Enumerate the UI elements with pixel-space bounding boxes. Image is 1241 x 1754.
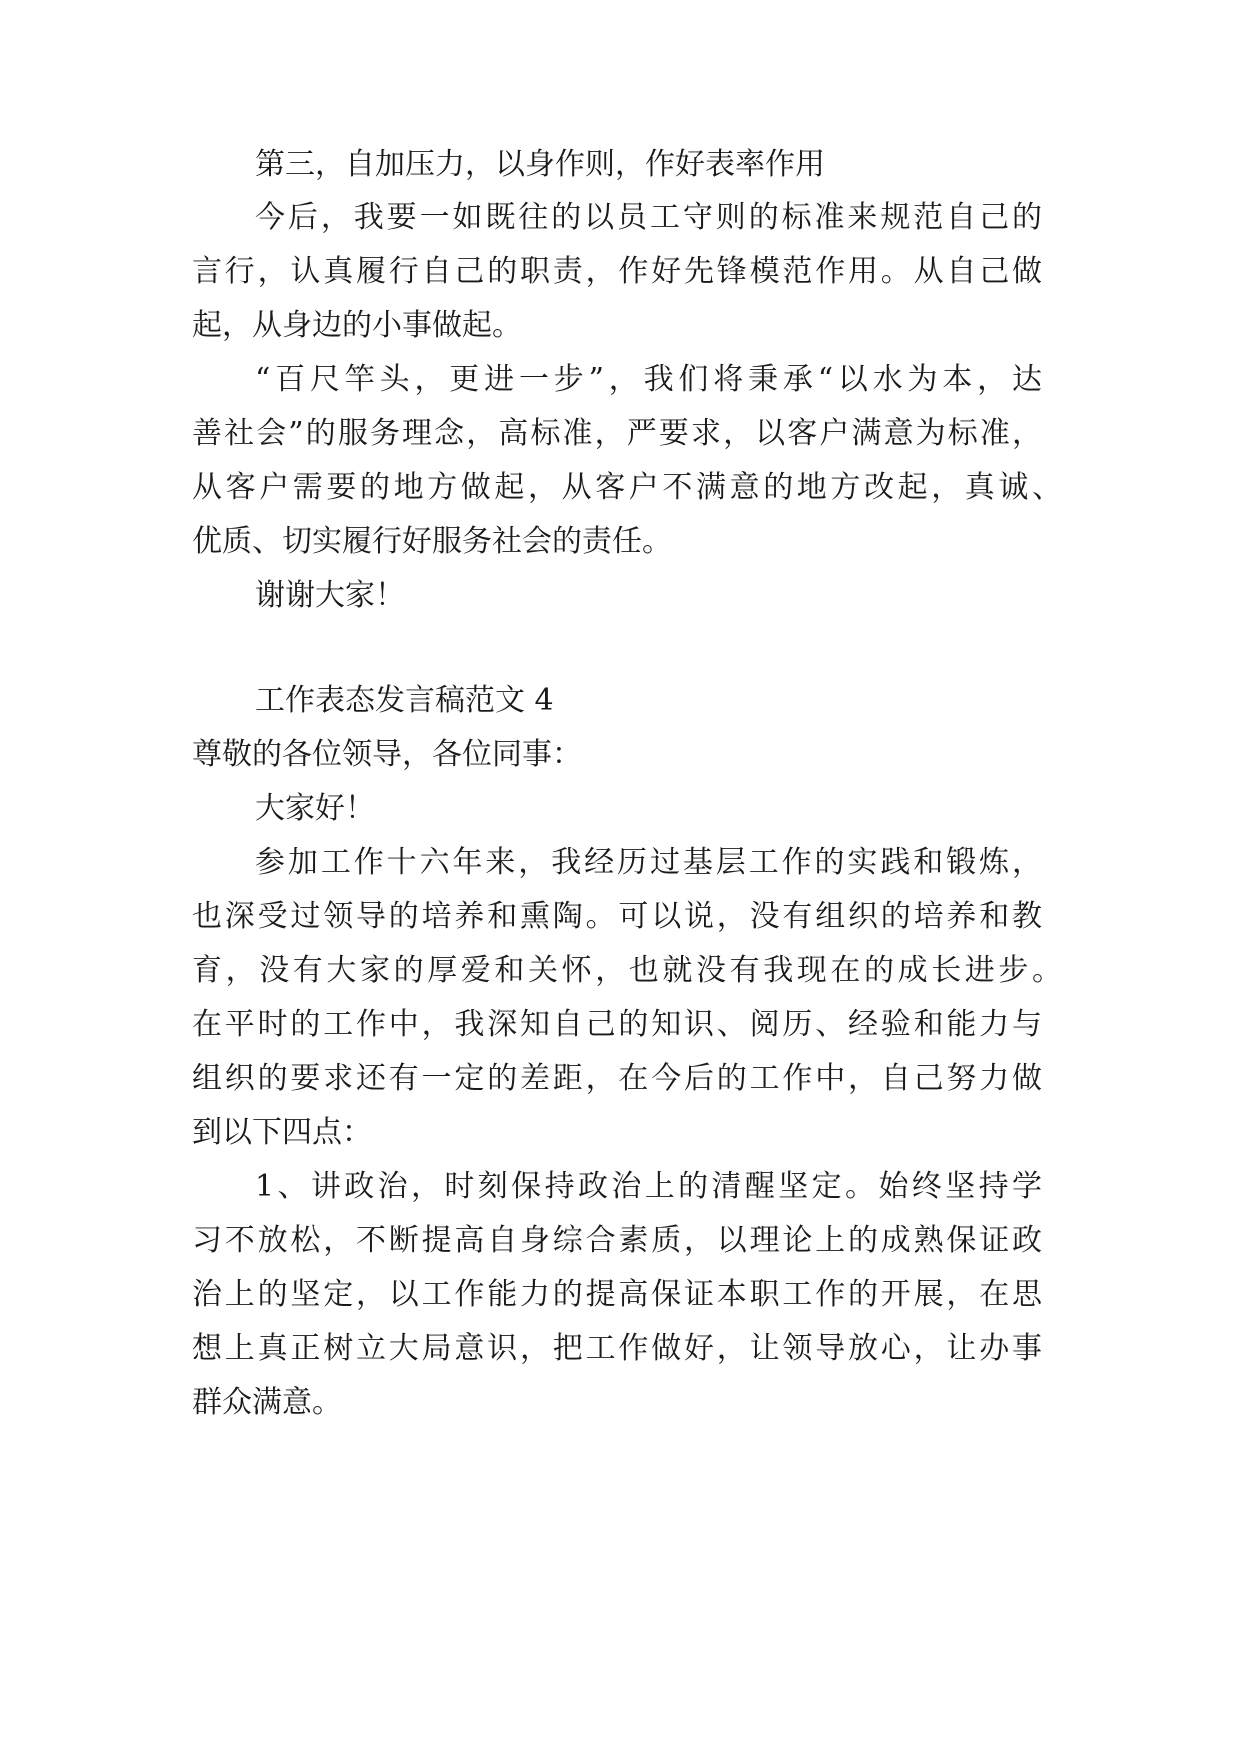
paragraph-line: 参加工作十六年来，我经历过基层工作的实践和锻炼， [255,845,1042,880]
paragraph-line: 组织的要求还有一定的差距，在今后的工作中，自己努力做 [192,1061,1042,1096]
paragraph-line: 育，没有大家的厚爱和关怀，也就没有我现在的成长进步。 [192,953,1062,988]
paragraph-line: 今后，我要一如既往的以员工守则的标准来规范自己的 [255,200,1042,235]
point-1-line: 治上的坚定，以工作能力的提高保证本职工作的开展，在思 [192,1277,1042,1312]
paragraph-line: 从客户需要的地方做起，从客户不满意的地方改起，真诚、 [192,470,1062,505]
closing-line: 谢谢大家！ [255,578,405,613]
paragraph-line: 在平时的工作中，我深知自己的知识、阅历、经验和能力与 [192,1007,1042,1042]
paragraph-line: 也深受过领导的培养和熏陶。可以说，没有组织的培养和教 [192,899,1042,934]
point-1-line: 1、讲政治，时刻保持政治上的清醒坚定。始终坚持学 [255,1169,1042,1204]
section-heading: 第三，自加压力，以身作则，作好表率作用 [255,147,825,182]
point-1-line: 群众满意。 [192,1385,342,1420]
paragraph-line: “百尺竿头，更进一步”，我们将秉承“以水为本，达 [255,362,1042,397]
paragraph-line: 优质、切实履行好服务社会的责任。 [192,524,672,559]
paragraph-line: 善社会”的服务理念，高标准，严要求，以客户满意为标准， [192,416,1042,451]
point-1-line: 想上真正树立大局意识，把工作做好，让领导放心，让办事 [192,1331,1042,1366]
salutation: 尊敬的各位领导，各位同事： [192,737,582,772]
point-1-line: 习不放松，不断提高自身综合素质，以理论上的成熟保证政 [192,1223,1042,1258]
greeting: 大家好！ [255,791,375,826]
paragraph-line: 言行，认真履行自己的职责，作好先锋模范作用。从自己做 [192,254,1042,289]
paragraph-line: 到以下四点： [192,1115,372,1150]
speech-title: 工作表态发言稿范文 4 [255,683,554,718]
paragraph-line: 起，从身边的小事做起。 [192,308,522,343]
